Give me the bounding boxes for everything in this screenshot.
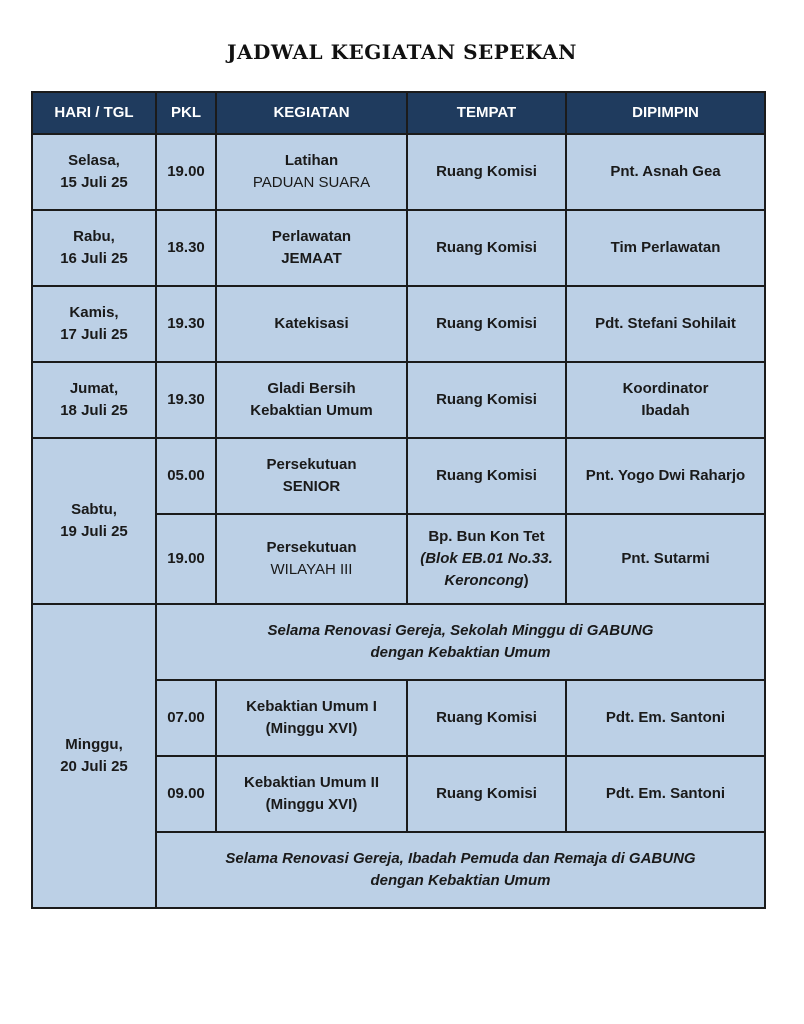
header-hari: HARI / TGL (32, 92, 156, 134)
time-cell: 19.30 (156, 362, 216, 438)
leader-cell: Koordinator Ibadah (566, 362, 765, 438)
time-cell: 09.00 (156, 756, 216, 832)
day-cell: Jumat, 18 Juli 25 (32, 362, 156, 438)
place-cell: Ruang Komisi (407, 210, 566, 286)
table-row (32, 438, 765, 514)
header-pkl: PKL (156, 92, 216, 134)
header-kegiatan: KEGIATAN (216, 92, 407, 134)
header-tempat: TEMPAT (407, 92, 566, 134)
place-cell: Ruang Komisi (407, 438, 566, 514)
place-cell: Ruang Komisi (407, 286, 566, 362)
place-cell: Ruang Komisi (407, 680, 566, 756)
header-row (32, 92, 765, 134)
activity-cell: Perlawatan JEMAAT (216, 210, 407, 286)
leader-cell: Pdt. Stefani Sohilait (566, 286, 765, 362)
header-dipimpin: DIPIMPIN (566, 92, 765, 134)
place-cell: Ruang Komisi (407, 134, 566, 210)
day-cell: Kamis, 17 Juli 25 (32, 286, 156, 362)
time-cell: 05.00 (156, 438, 216, 514)
time-cell: 19.30 (156, 286, 216, 362)
place-cell: Bp. Bun Kon Tet (Blok EB.01 No.33. Keroncong) (407, 514, 566, 604)
schedule-table (31, 91, 766, 909)
table-row (32, 362, 765, 438)
table-row (32, 604, 765, 680)
day-cell: Sabtu, 19 Juli 25 (32, 438, 156, 604)
activity-cell: Persekutuan SENIOR (216, 438, 407, 514)
activity-cell: Latihan PADUAN SUARA (216, 134, 407, 210)
leader-cell: Pdt. Em. Santoni (566, 680, 765, 756)
note-cell: Selama Renovasi Gereja, Ibadah Pemuda dan Remaja di GABUNG dengan Kebaktian Umum (156, 832, 765, 908)
place-cell: Ruang Komisi (407, 362, 566, 438)
leader-cell: Pdt. Em. Santoni (566, 756, 765, 832)
activity-cell: Kebaktian Umum II (Minggu XVI) (216, 756, 407, 832)
activity-cell: Kebaktian Umum I (Minggu XVI) (216, 680, 407, 756)
activity-cell: Persekutuan WILAYAH III (216, 514, 407, 604)
day-cell: Selasa, 15 Juli 25 (32, 134, 156, 210)
time-cell: 19.00 (156, 134, 216, 210)
time-cell: 18.30 (156, 210, 216, 286)
place-cell: Ruang Komisi (407, 756, 566, 832)
activity-cell: Katekisasi (216, 286, 407, 362)
page-title: JADWAL KEGIATAN SEPEKAN (227, 40, 577, 64)
leader-cell: Tim Perlawatan (566, 210, 765, 286)
day-cell: Minggu, 20 Juli 25 (32, 604, 156, 908)
leader-cell: Pnt. Sutarmi (566, 514, 765, 604)
activity-cell: Gladi Bersih Kebaktian Umum (216, 362, 407, 438)
leader-cell: Pnt. Yogo Dwi Raharjo (566, 438, 765, 514)
time-cell: 07.00 (156, 680, 216, 756)
table-row (32, 286, 765, 362)
note-cell: Selama Renovasi Gereja, Sekolah Minggu di GABUNG dengan Kebaktian Umum (156, 604, 765, 680)
table-row (32, 134, 765, 210)
time-cell: 19.00 (156, 514, 216, 604)
day-cell: Rabu, 16 Juli 25 (32, 210, 156, 286)
table-row (32, 210, 765, 286)
leader-cell: Pnt. Asnah Gea (566, 134, 765, 210)
